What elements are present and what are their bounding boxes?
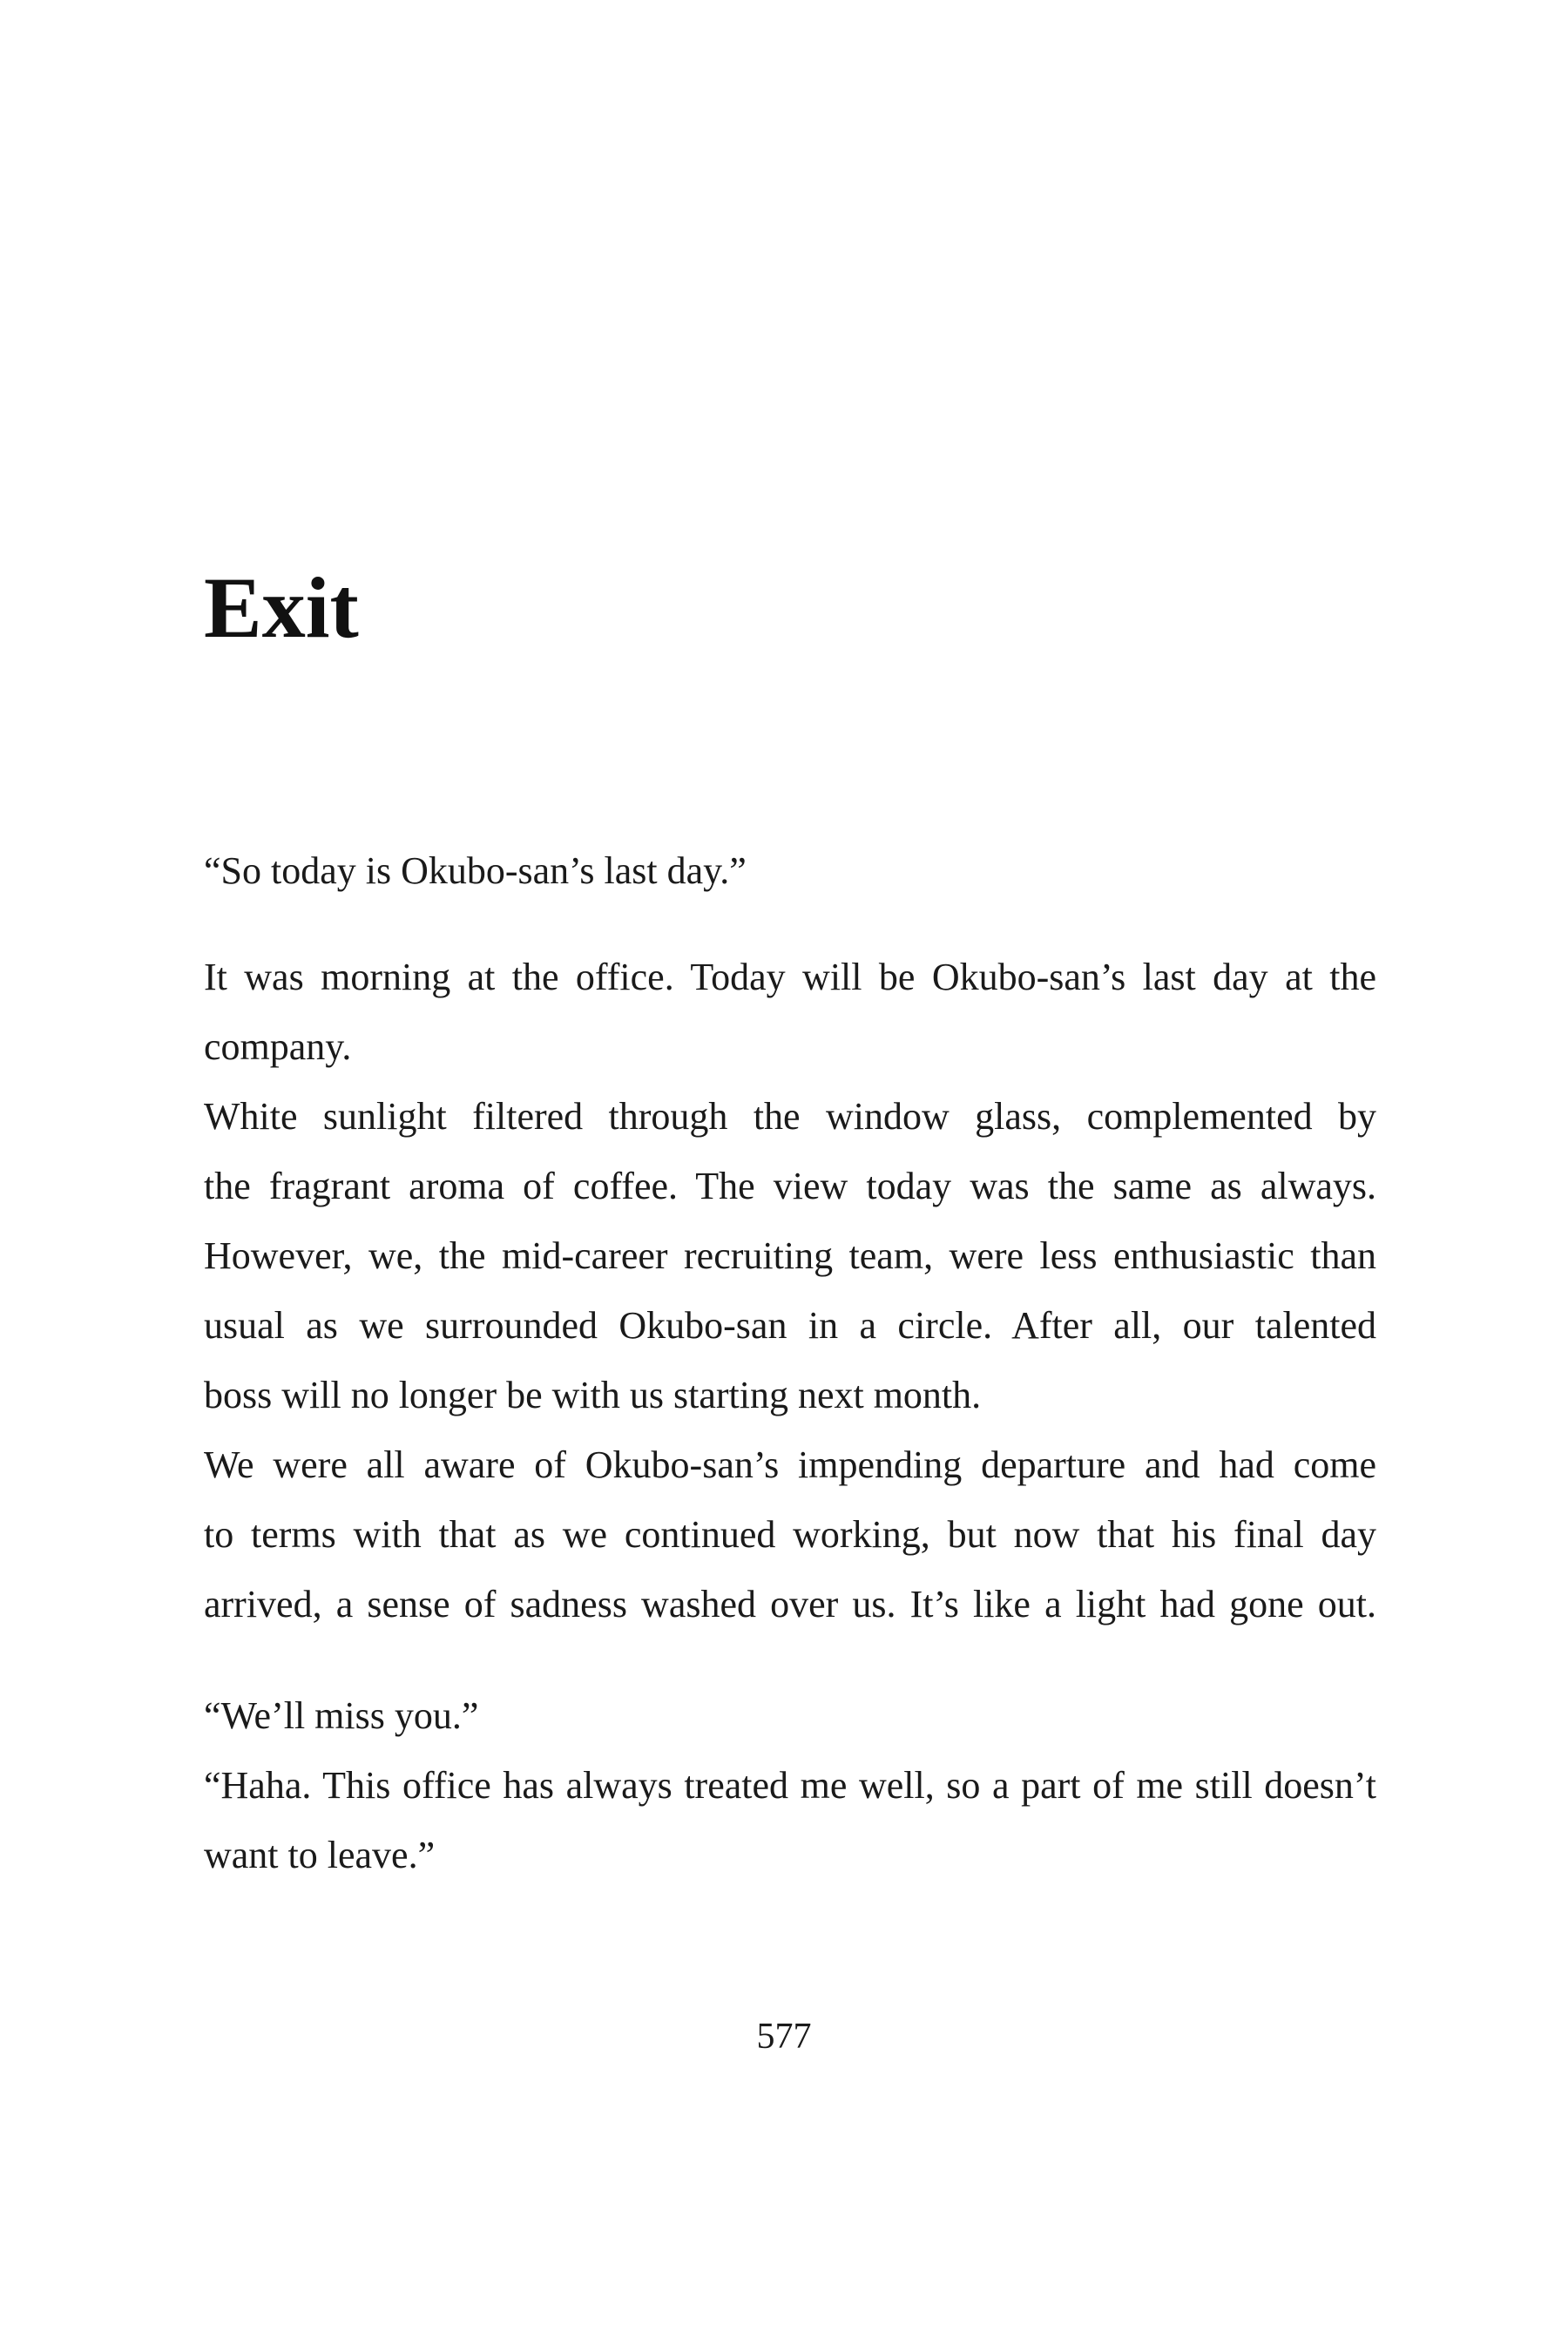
text-line: to terms with that as we continued working, but now that his final day [204,1513,1376,1556]
paragraph-narration [204,943,1376,1639]
text-line: “We’ll miss you.” [204,1694,479,1737]
text-line: want to leave.” [204,1834,436,1876]
text-line: “So today is Okubo-san’s last day.” [204,849,747,892]
text-line: However, we, the mid-career recruiting team, were less enthusiastic than [204,1234,1376,1277]
text-line: We were all aware of Okubo-san’s impending departure and had come [204,1443,1376,1486]
text-line: White sunlight filtered through the window glass, complemented by [204,1095,1376,1138]
paragraph-dialogue [204,1681,1376,1890]
paragraph-opening-quote [204,836,1376,906]
page-number: 577 [756,2017,812,2057]
text-line: It was morning at the office. Today will be Okubo-san’s last day at the [204,956,1376,998]
text-line: the fragrant aroma of coffee. The view today was the same as always. [204,1165,1376,1207]
text-line: company. [204,1025,352,1068]
text-line: “Haha. This office has always treated me well, so a part of me still doesn’t [204,1764,1376,1807]
text-line: boss will no longer be with us starting next month. [204,1374,982,1416]
text-line: arrived, a sense of sadness washed over us. It’s like a light had gone out. [204,1583,1376,1625]
text-line: usual as we surrounded Okubo-san in a circle. After all, our talented [204,1304,1376,1347]
chapter-title: Exit [204,559,359,656]
